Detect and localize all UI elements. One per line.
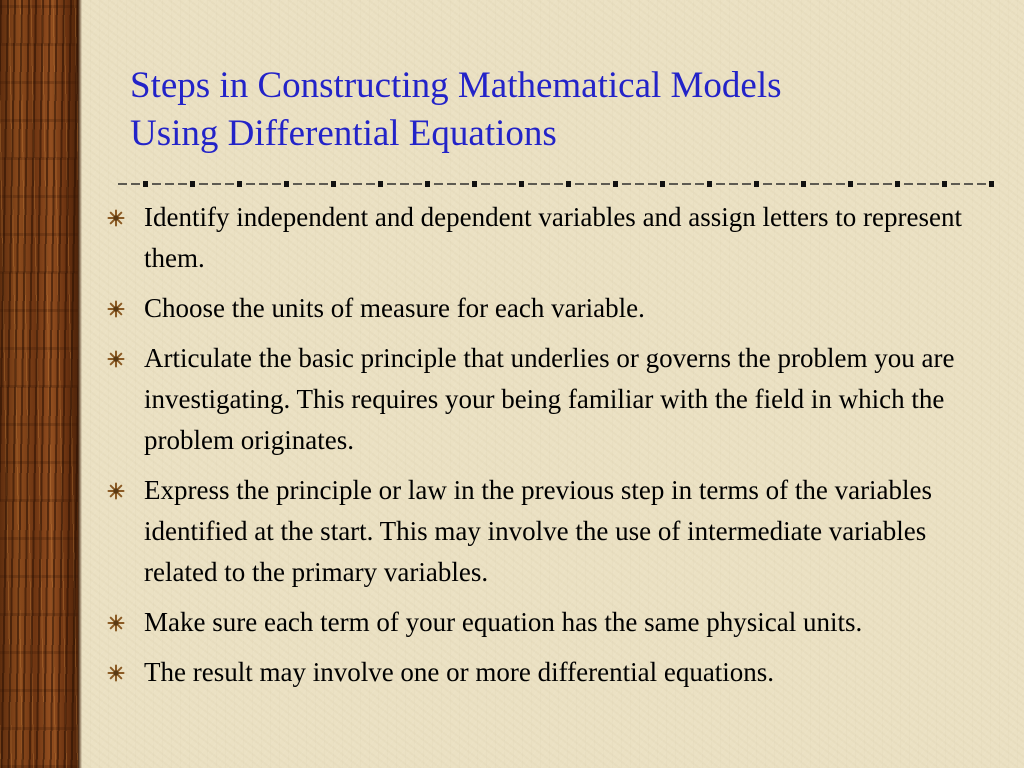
list-item-text: Articulate the basic principle that underlies or governs the problem you are investigating. This requires your being familiar with the field in which the problem originates. xyxy=(144,343,955,455)
list-item-text: Express the principle or law in the previous step in terms of the variables identified at the start. This may involve the use of intermediate variables related to the primary variables. xyxy=(144,475,933,587)
list-item xyxy=(100,197,980,279)
divider-marker xyxy=(566,181,571,187)
divider-marker xyxy=(237,181,242,187)
divider-marker xyxy=(331,181,336,187)
divider-marker xyxy=(519,181,524,187)
list-item-text: Make sure each term of your equation has the same physical units. xyxy=(144,607,863,637)
starburst-bullet-icon xyxy=(107,350,125,368)
steps-list xyxy=(100,197,980,702)
list-item xyxy=(100,470,980,593)
list-item xyxy=(100,288,980,329)
divider-marker xyxy=(425,181,430,187)
list-item-text: Identify independent and dependent variables and assign letters to represent them. xyxy=(144,202,962,273)
slide-title-line-2: Using Differential Equations xyxy=(130,113,557,154)
divider-marker xyxy=(660,181,665,187)
slide-title xyxy=(130,62,990,158)
divider-marker xyxy=(613,181,618,187)
divider-marker xyxy=(472,181,477,187)
divider-marker xyxy=(989,181,994,187)
divider-marker xyxy=(754,181,759,187)
divider-marker xyxy=(143,181,148,187)
divider-marker xyxy=(190,181,195,187)
list-item-text: The result may involve one or more differential equations. xyxy=(144,657,775,687)
starburst-bullet-icon xyxy=(107,300,125,318)
divider-marker xyxy=(848,181,853,187)
starburst-bullet-icon xyxy=(107,482,125,500)
divider-marker xyxy=(284,181,289,187)
divider-marker xyxy=(942,181,947,187)
wood-side-strip xyxy=(0,0,78,768)
starburst-bullet-icon xyxy=(107,664,125,682)
divider-marker xyxy=(378,181,383,187)
divider-marker xyxy=(707,181,712,187)
list-item-text: Choose the units of measure for each variable. xyxy=(144,293,645,323)
list-item xyxy=(100,338,980,461)
list-item xyxy=(100,652,980,693)
starburst-bullet-icon xyxy=(107,209,125,227)
title-divider xyxy=(118,176,994,192)
wood-strip-shadow xyxy=(78,0,82,768)
divider-marker xyxy=(895,181,900,187)
divider-marker xyxy=(801,181,806,187)
starburst-bullet-icon xyxy=(107,614,125,632)
slide-title-line-1: Steps in Constructing Mathematical Models xyxy=(130,65,782,106)
list-item xyxy=(100,602,980,643)
